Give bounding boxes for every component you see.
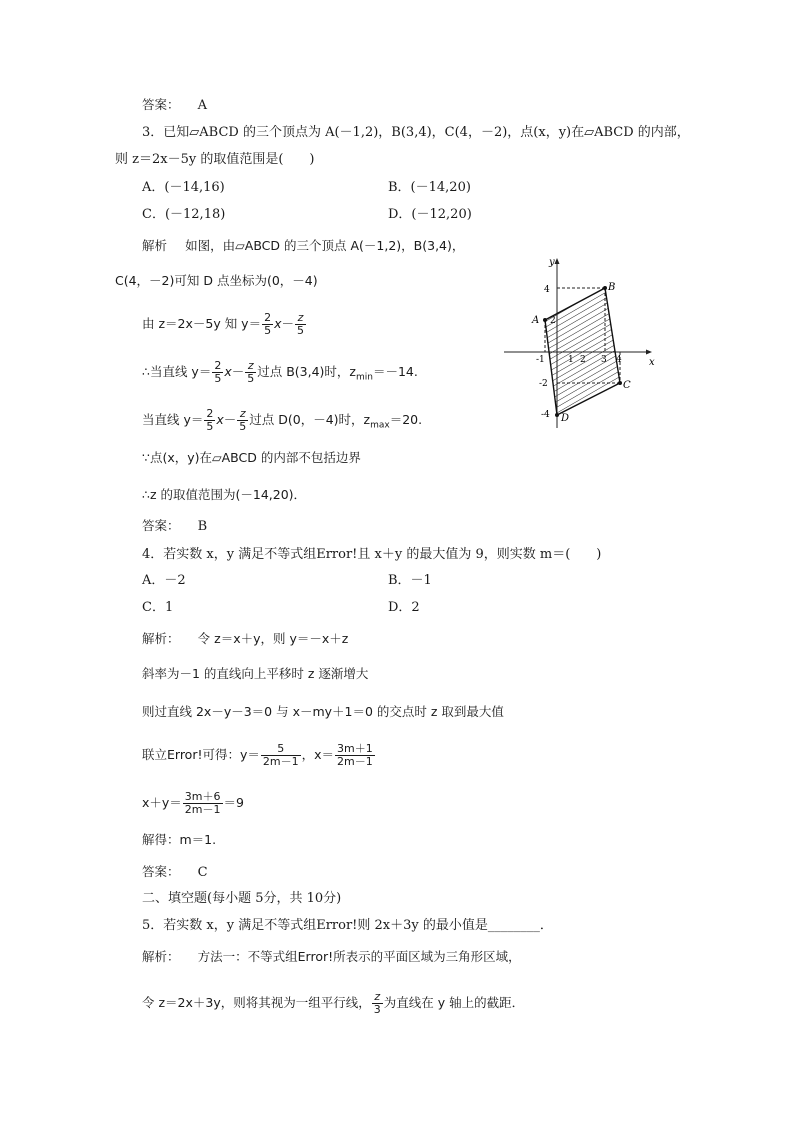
fraction (212, 360, 223, 385)
q3-answer-line (142, 518, 207, 535)
vertex-b-dot (603, 286, 607, 290)
q3-option-a: A．(－14,16) (142, 180, 225, 195)
answer-value: C (197, 865, 208, 880)
numerator: z (237, 408, 248, 421)
q4-analysis-line3: 则过直线 2x－y－3＝0 与 x－my＋1＝0 的交点时 z 取到最大值 (142, 704, 504, 719)
q3-stem-line1: 3．已知▱ABCD 的三个顶点为 A(－1,2)，B(3,4)，C(4，－2)，点(x，y)在▱ABCD 的内部， (142, 125, 690, 140)
denominator: 5 (239, 420, 247, 433)
q4-analysis-line1 (142, 631, 348, 648)
answer-value: A (197, 98, 208, 113)
vertex-c-label: C (623, 380, 631, 391)
text: 联立Error!可得：y＝ (142, 747, 260, 762)
tick-y-4: 4 (544, 285, 550, 295)
denominator: 5 (247, 372, 255, 385)
numerator: 2 (206, 407, 214, 420)
text: 由 z＝2x－5y 知 y＝ (142, 316, 262, 331)
denominator: 5 (297, 324, 305, 337)
q3-analysis-line2: C(4，－2)可知 D 点坐标为(0，－4) (115, 273, 318, 288)
text: ＝20. (389, 412, 423, 427)
analysis-text: 方法一：不等式组Error!所表示的平面区域为三角形区域， (197, 949, 521, 964)
q4-option-c: C．1 (142, 600, 174, 615)
q4-option-b: B．－1 (388, 573, 432, 588)
analysis-label: 解析 (142, 238, 168, 253)
tick-y-2: 2 (550, 316, 556, 326)
text: 过点 D(0，－4)时，z (249, 412, 371, 427)
subscript: max (370, 420, 390, 431)
fraction (262, 312, 273, 337)
q4-analysis-line5 (142, 791, 244, 816)
q3-option-b: B．(－14,20) (388, 180, 471, 195)
answer-label: 答案： (142, 97, 180, 112)
numerator: z (245, 360, 256, 373)
numerator: z (372, 991, 383, 1004)
fraction (335, 743, 375, 768)
parallelogram-region (545, 288, 620, 415)
analysis-text: 令 z＝x＋y，则 y＝－x＋z (197, 631, 349, 646)
denominator: 5 (206, 420, 214, 433)
numerator: 2 (264, 311, 272, 324)
fraction (183, 791, 223, 816)
vertex-a-dot (543, 318, 547, 322)
analysis-text: 如图，由▱ABCD 的三个顶点 A(－1,2)，B(3,4)， (185, 238, 465, 253)
numerator: 2 (214, 359, 222, 372)
analysis-label: 解析： (142, 949, 180, 964)
q3-option-c: C．(－12,18) (142, 207, 226, 222)
q4-option-a: A．－2 (142, 573, 186, 588)
denominator: 5 (214, 372, 222, 385)
q3-analysis-line3: 由 z＝2x－5y 知 y＝ $\frac{2}{5}$ x－ $\frac{z}{5}$ (142, 311, 305, 337)
denominator: 2m－1 (337, 755, 373, 768)
q4-option-d: D．2 (388, 600, 420, 615)
text: ，x＝ (301, 747, 335, 762)
fraction (372, 991, 383, 1016)
q5-analysis-line1 (142, 949, 521, 966)
q3-analysis-line7: ∴z 的取值范围为(－14,20)． (142, 487, 307, 502)
x-axis-label: x (649, 357, 655, 368)
fraction (295, 312, 306, 337)
tick-y-neg2: -2 (539, 379, 548, 389)
q4-stem-line1: 4．若实数 x，y 满足不等式组Error!且 x＋y 的最大值为 9，则实数 m＝( ) (142, 547, 602, 562)
fraction (204, 408, 215, 433)
q5-analysis-line2 (142, 991, 524, 1016)
y-axis-arrow (555, 258, 560, 264)
text: 过点 B(3,4)时，z (257, 364, 356, 379)
numerator: 3m＋1 (337, 742, 373, 755)
vertex-d-dot (555, 413, 559, 417)
q2-answer-line (142, 97, 207, 114)
tick-y-neg4: -4 (541, 410, 550, 420)
vertex-d-label: D (561, 413, 570, 424)
q3-option-d: D．(－12,20) (388, 207, 472, 222)
numerator: 3m＋6 (184, 790, 221, 803)
section-title-fill-in: 二、填空题(每小题 5分，共 10分) (142, 891, 342, 906)
text: 令 z＝2x＋3y，则将其视为一组平行线， (142, 995, 371, 1010)
q4-analysis-line6: 解得：m＝1. (142, 832, 217, 847)
y-axis-label: y (549, 257, 555, 268)
numerator: z (295, 312, 306, 325)
fraction (261, 743, 301, 768)
text: 为直线在 y 轴上的截距． (383, 995, 525, 1010)
q3-analysis-line5: 当直线 y＝ $\frac{2}{5}$ x－ $\frac{z}{5}$ 过点 D(0，－4)时，$z_{max}=20$. (142, 407, 423, 433)
text: ＝9 (223, 795, 244, 810)
answer-label: 答案： (142, 864, 180, 879)
q3-analysis-line1 (142, 238, 464, 255)
tick-x-neg1: -1 (536, 355, 545, 365)
fraction (245, 360, 256, 385)
text: 当直线 y＝ (142, 412, 204, 427)
tick-x-2: 2 (580, 355, 586, 365)
q5-stem-line1: 5．若实数 x，y 满足不等式组Error!则 2x＋3y 的最小值是________． (142, 918, 553, 933)
tick-x-3: 3 (601, 355, 607, 365)
numerator: 5 (261, 743, 301, 756)
text: ＝－14. (372, 364, 418, 379)
q4-analysis-line2: 斜率为－1 的直线向上平移时 z 逐渐增大 (142, 666, 369, 681)
text: x＋y＝ (142, 795, 182, 810)
q4-analysis-line4 (142, 743, 376, 768)
vertex-b-label: B (608, 282, 616, 293)
vertex-c-dot (618, 381, 622, 385)
answer-label: 答案： (142, 518, 180, 533)
denominator: 3 (373, 1003, 381, 1016)
parallelogram-figure (500, 255, 670, 435)
fraction (237, 408, 248, 433)
tick-x-4: 4 (616, 355, 622, 365)
answer-value: B (197, 519, 208, 534)
denominator: 5 (264, 324, 272, 337)
q3-analysis-line4: ∴当直线 y＝ $\frac{2}{5}$ x－ $\frac{z}{5}$ 过点 B(3,4)时，$z_{min}=-14$. (142, 359, 418, 385)
x-axis-arrow (646, 350, 652, 355)
vertex-a-label: A (532, 315, 540, 326)
subscript: min (356, 372, 373, 383)
q3-analysis-line6: ∵点(x，y)在▱ABCD 的内部不包括边界 (142, 450, 361, 465)
text: ∴当直线 y＝ (142, 364, 212, 379)
tick-x-1: 1 (568, 355, 574, 365)
q4-answer-line (142, 864, 208, 881)
q3-stem-line2: 则 z＝2x－5y 的取值范围是( ) (115, 152, 315, 167)
denominator: 2m－1 (262, 755, 299, 768)
analysis-label: 解析： (142, 631, 180, 646)
denominator: 2m－1 (184, 803, 221, 816)
